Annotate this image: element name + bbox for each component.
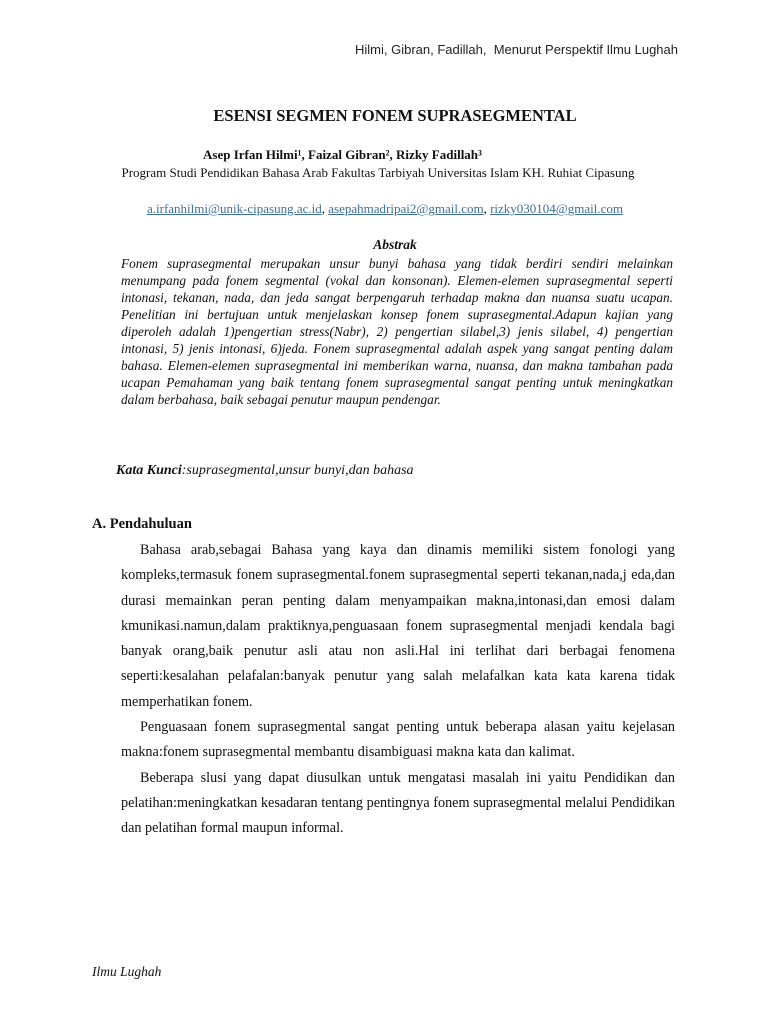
email-separator: , — [483, 201, 491, 216]
abstract-heading: Abstrak — [373, 237, 417, 252]
email-link-2[interactable]: asepahmadripai2@gmail.com — [328, 201, 484, 216]
section-body — [121, 538, 675, 842]
body-paragraph: Bahasa arab,sebagai Bahasa yang kaya dan dinamis memiliki sistem fonologi yang kompleks,termasuk fonem suprasegmental.fonem suprasegmental seperti tekanan,nada,j eda,dan durasi memainkan peran penting dalam menyampaikan makna,intonasi,dan emosi dalam kmunikasi.namun,dalam praktiknya,penguasaan fonem suprasegmental menjadi kendala bagi banyak orang,baik penutur asli atau non asli.Hal ini terlihat dari berbagai fenomena seperti:kesalahan pelafalan:banyak penutur yang salah melafalkan kata kata karena tidak memperhatikan fonem. — [121, 542, 675, 710]
keywords-text: :suprasegmental,unsur bunyi,dan bahasa — [181, 463, 414, 478]
paper-title: ESENSI SEGMEN FONEM SUPRASEGMENTAL — [213, 106, 577, 125]
section-heading: A. Pendahuluan — [92, 516, 192, 532]
keywords — [116, 463, 414, 479]
email-separator: , — [321, 201, 329, 216]
body-paragraph: Penguasaan fonem suprasegmental sangat penting untuk beberapa alasan yaitu kejelasan makna:fonem suprasegmental membantu disambiguasi makna kata dan kalimat. — [121, 719, 675, 761]
running-head: Hilmi, Gibran, Fadillah, Menurut Perspektif Ilmu Lughah — [355, 42, 678, 57]
body-paragraph: Beberapa slusi yang dapat diusulkan untuk mengatasi masalah ini yaitu Pendidikan dan pelatihan:meningkatkan kesadaran tentang pentingnya fonem suprasegmental melalui Pendidikan dan pelatihan formal maupun informal. — [121, 769, 675, 837]
email-list — [0, 201, 768, 217]
footer-journal-name: Ilmu Lughah — [92, 964, 162, 979]
affiliation: Program Studi Pendidikan Bahasa Arab Fakultas Tarbiyah Universitas Islam KH. Ruhiat Cipasung — [121, 165, 635, 180]
email-link-1[interactable]: a.irfanhilmi@unik-cipasung.ac.id — [146, 201, 322, 216]
keywords-label: Kata Kunci — [116, 463, 182, 478]
email-link-3[interactable]: rizky030104@gmail.com — [490, 201, 623, 216]
author-list: Asep Irfan Hilmi¹, Faizal Gibran², Rizky Fadillah³ — [203, 147, 482, 162]
abstract-text: Fonem suprasegmental merupakan unsur bunyi bahasa yang tidak berdiri sendiri melainkan menumpang pada fonem segmental (vokal dan konsonan). Elemen-elemen suprasegmental seperti intonasi, tekanan, nada, dan jeda sangat berpengaruh terhadap makna dan nuansa suatu ucapan. Penelitian ini bertujuan untuk menjelaskan konsep fonem suprasegmental.Adapun kajian yang diperoleh adalah 1)pengertian stress(Nabr), 2) pengertian silabel,3) jenis silabel, 4) pengertian intonasi, 5) jenis intonasi, 6)jeda. Fonem suprasegmental adalah aspek yang sangat penting dalam bahasa. Elemen-elemen suprasegmental ini memberikan warna, nuansa, dan makna tambahan pada ucapan Pemahaman yang baik tentang fonem suprasegmental sangat penting untuk meningkatkan dalam berbahasa, baik sebagai penutur maupun pendengar. — [121, 256, 673, 407]
